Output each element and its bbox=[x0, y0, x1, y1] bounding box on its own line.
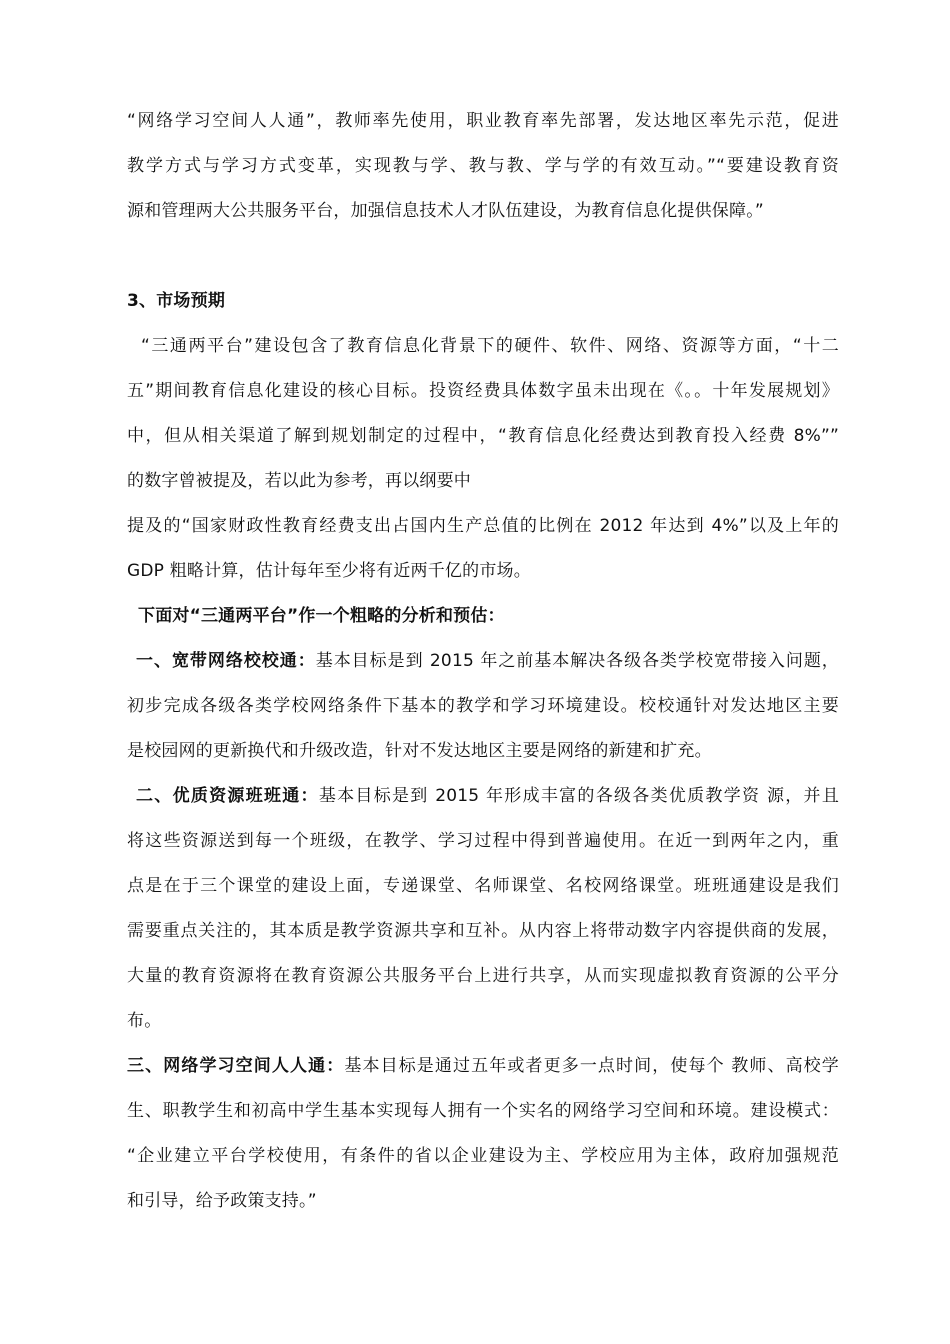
item-three-first-line bbox=[127, 1054, 839, 1078]
item-one-text: 基本目标是到 2015 年之前基本解决各级各类学校宽带接入问题， bbox=[315, 651, 839, 671]
paragraph-line: 将这些资源送到每一个班级，在教学、学习过程中得到普遍使用。在近一到两年之内，重 bbox=[127, 831, 839, 851]
paragraph-line: 点是在于三个课堂的建设上面，专递课堂、名师课堂、名校网络课堂。班班通建设是我们 bbox=[127, 876, 839, 896]
paragraph-line: “网络学习空间人人通”，教师率先使用，职业教育率先部署，发达地区率先示范，促进 bbox=[127, 111, 839, 131]
paragraph-line: 提及的“国家财政性教育经费支出占国内生产总值的比例在 2012 年达到 4%”以及上年的 bbox=[127, 516, 839, 536]
paragraph-line: GDP 粗略计算，估计每年至少将有近两千亿的市场。 bbox=[127, 561, 531, 581]
paragraph-line: 中，但从相关渠道了解到规划制定的过程中，“教育信息化经费达到教育投入经费 8%”” bbox=[127, 426, 839, 446]
paragraph-line: 的数字曾被提及，若以此为参考，再以纲要中 bbox=[127, 471, 471, 491]
item-one-first-line bbox=[136, 649, 839, 673]
item-three-title: 三、网络学习空间人人通： bbox=[127, 1056, 345, 1076]
paragraph-line: 初步完成各级各类学校网络条件下基本的教学和学习环境建设。校校通针对发达地区主要 bbox=[127, 696, 839, 716]
paragraph-line: 和引导，给予政策支持。” bbox=[127, 1191, 317, 1211]
item-two-first-line bbox=[136, 784, 839, 808]
item-one-title: 一、宽带网络校校通： bbox=[136, 651, 316, 671]
paragraph-line: 教学方式与学习方式变革，实现教与学、教与教、学与学的有效互动。”“要建设教育资 bbox=[127, 156, 839, 176]
paragraph-line: 生、职教学生和初高中学生基本实现每人拥有一个实名的网络学习空间和环境。建设模式： bbox=[127, 1101, 839, 1121]
item-two-text: 基本目标是到 2015 年形成丰富的各级各类优质教学资 源，并且 bbox=[318, 786, 840, 806]
paragraph-line: 大量的教育资源将在教育资源公共服务平台上进行共享，从而实现虚拟教育资源的公平分 bbox=[127, 966, 839, 986]
paragraph-line: “三通两平台”建设包含了教育信息化背景下的硬件、软件、网络、资源等方面，“十二 bbox=[141, 336, 839, 356]
subsection-intro: 下面对“三通两平台”作一个粗略的分析和预估： bbox=[138, 606, 505, 626]
paragraph-line: 五”期间教育信息化建设的核心目标。投资经费具体数字虽未出现在《。。十年发展规划》 bbox=[127, 381, 839, 401]
item-two-title: 二、优质资源班班通： bbox=[136, 786, 319, 806]
paragraph-line: 源和管理两大公共服务平台，加强信息技术人才队伍建设，为教育信息化提供保障。” bbox=[127, 201, 764, 221]
paragraph-line: 是校园网的更新换代和升级改造，针对不发达地区主要是网络的新建和扩充。 bbox=[127, 741, 712, 761]
paragraph-line: 布。 bbox=[127, 1011, 162, 1031]
item-three-text: 基本目标是通过五年或者更多一点时间，使每个 教师、高校学 bbox=[344, 1056, 839, 1076]
paragraph-line: 需要重点关注的，其本质是教学资源共享和互补。从内容上将带动数字内容提供商的发展， bbox=[127, 921, 839, 941]
section-heading: 3、市场预期 bbox=[127, 291, 226, 311]
paragraph-line: “企业建立平台学校使用，有条件的省以企业建设为主、学校应用为主体，政府加强规范 bbox=[127, 1146, 839, 1166]
